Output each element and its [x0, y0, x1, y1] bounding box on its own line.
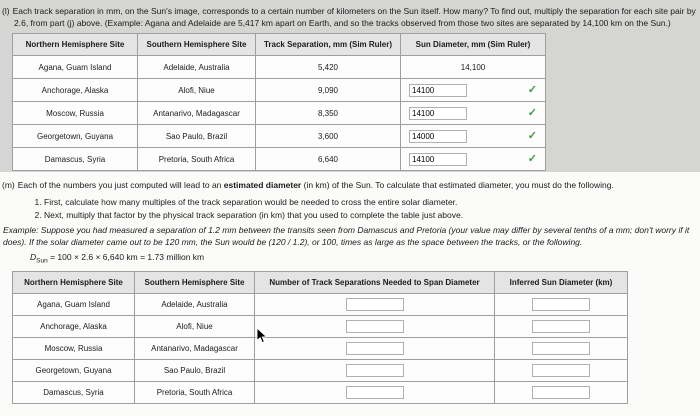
cell-diameter-answer [401, 102, 546, 125]
formula-variable: D [30, 252, 37, 262]
formula-subscript: Sun [36, 257, 48, 265]
step-item: 2. Next, multiply that factor by the physical track separation (in km) that you used to complete the table just above. [44, 209, 664, 222]
table-row [13, 316, 628, 338]
part-m-label: (m) [2, 180, 15, 190]
cell-north: Anchorage, Alaska [13, 316, 135, 338]
part-l-label: (l) [2, 6, 10, 16]
inferred-diameter-input[interactable] [532, 364, 590, 377]
sun-diameter-input[interactable] [409, 84, 467, 97]
cell-north: Georgetown, Guyana [13, 360, 135, 382]
cell-north: Anchorage, Alaska [13, 79, 138, 102]
formula-rest: = 100 × 2.6 × 6,640 km = 1.73 million km [47, 252, 205, 262]
t1-header-diameter: Sun Diameter, mm (Sim Ruler) [401, 34, 546, 56]
sun-diameter-input[interactable] [409, 130, 467, 143]
inferred-diameter-input[interactable] [532, 298, 590, 311]
cell-north: Damascus, Syria [13, 148, 138, 171]
table-row [13, 382, 628, 404]
part-m-text-post: (in km) of the Sun. To calculate that estimated diameter, you must do the following. [301, 180, 614, 190]
track-separations-input[interactable] [346, 298, 404, 311]
correct-check-icon: ✓ [527, 129, 537, 142]
inferred-diameter-table [12, 271, 628, 404]
cell-diameter-static: 14,100 [401, 56, 546, 79]
t1-header-south: Southern Hemisphere Site [138, 34, 256, 56]
cell-diameter-answer [401, 79, 546, 102]
part-m-steps [44, 196, 664, 222]
part-m-text-pre: Each of the numbers you just computed will lead to an [17, 180, 224, 190]
part-l-text: Each track separation in mm, on the Sun's image, corresponds to a certain number of kilometers on the Sun itself. How many? To find out, multiply the separation for each site pair by 2.6, from part (j) above. (Example: Agana and Adelaide are 5,417 km apart on Earth, and so the tracks observed from those two sites are separated by 14,100 km on the Sun.) [12, 6, 696, 29]
cell-separations-answer [255, 294, 495, 316]
example-paragraph: Example: Suppose you had measured a separation of 1.2 mm between the transits seen from Damascus and Pretoria (your value may differ by several tenths of a mm; don't worry if it does). If the solar diameter came out to be 120 mm, the Sun would be (120 / 1.2), or 100, times as large as the space between the tracks, or the following. [3, 225, 690, 248]
cell-south: Alofi, Niue [135, 316, 255, 338]
cell-south: Adelaide, Australia [135, 294, 255, 316]
cell-south: Sao Paulo, Brazil [138, 125, 256, 148]
cell-separations-answer [255, 360, 495, 382]
cell-south: Pretoria, South Africa [135, 382, 255, 404]
cell-south: Antanarivo, Madagascar [138, 102, 256, 125]
cell-separation: 6,640 [256, 148, 401, 171]
inferred-diameter-input[interactable] [532, 320, 590, 333]
cell-separation: 8,350 [256, 102, 401, 125]
cell-south: Pretoria, South Africa [138, 148, 256, 171]
cell-separations-answer [255, 382, 495, 404]
correct-check-icon: ✓ [527, 83, 537, 96]
table-row [13, 56, 546, 79]
cell-diameter-answer [401, 148, 546, 171]
track-separations-input[interactable] [346, 364, 404, 377]
cell-north: Moscow, Russia [13, 338, 135, 360]
cell-separation: 3,600 [256, 125, 401, 148]
cell-diameter-answer [401, 125, 546, 148]
cell-inferred-answer [495, 338, 628, 360]
cell-separation: 9,090 [256, 79, 401, 102]
cell-south: Alofi, Niue [138, 79, 256, 102]
cell-north: Agana, Guam Island [13, 56, 138, 79]
sun-diameter-input[interactable] [409, 153, 467, 166]
inferred-diameter-input[interactable] [532, 386, 590, 399]
table-row [13, 102, 546, 125]
table-row [13, 148, 546, 171]
cell-south: Sao Paulo, Brazil [135, 360, 255, 382]
cell-inferred-answer [495, 382, 628, 404]
sun-diameter-input[interactable] [409, 107, 467, 120]
cell-separations-answer [255, 338, 495, 360]
cell-inferred-answer [495, 316, 628, 338]
table-row [13, 338, 628, 360]
sun-diameter-table [12, 33, 546, 171]
part-m-bold: estimated diameter [223, 180, 302, 190]
t2-header-separations: Number of Track Separations Needed to Span Diameter [255, 272, 495, 294]
t1-header-separation: Track Separation, mm (Sim Ruler) [256, 34, 401, 56]
inferred-diameter-input[interactable] [532, 342, 590, 355]
table-row [13, 360, 628, 382]
cell-separation: 5,420 [256, 56, 401, 79]
t2-header-diameter: Inferred Sun Diameter (km) [495, 272, 628, 294]
cell-south: Antanarivo, Madagascar [135, 338, 255, 360]
table-row [13, 125, 546, 148]
cell-inferred-answer [495, 360, 628, 382]
t2-header-south: Southern Hemisphere Site [135, 272, 255, 294]
cell-inferred-answer [495, 294, 628, 316]
part-l-paragraph [2, 5, 697, 30]
cell-north: Georgetown, Guyana [13, 125, 138, 148]
correct-check-icon: ✓ [527, 152, 537, 165]
correct-check-icon: ✓ [527, 106, 537, 119]
cell-north: Moscow, Russia [13, 102, 138, 125]
part-m-paragraph [2, 179, 694, 191]
step-item: 1. First, calculate how many multiples of the track separation would be needed to cross the entire solar diameter. [44, 196, 664, 209]
table1-header-row [13, 34, 546, 56]
cell-north: Damascus, Syria [13, 382, 135, 404]
t2-header-north: Northern Hemisphere Site [13, 272, 135, 294]
cell-south: Adelaide, Australia [138, 56, 256, 79]
sun-diameter-formula [30, 252, 204, 265]
cell-north: Agana, Guam Island [13, 294, 135, 316]
t1-header-north: Northern Hemisphere Site [13, 34, 138, 56]
track-separations-input[interactable] [346, 320, 404, 333]
track-separations-input[interactable] [346, 386, 404, 399]
mouse-cursor-icon [256, 327, 268, 345]
track-separations-input[interactable] [346, 342, 404, 355]
table-row [13, 79, 546, 102]
table-row [13, 294, 628, 316]
table2-header-row [13, 272, 628, 294]
cell-separations-answer [255, 316, 495, 338]
